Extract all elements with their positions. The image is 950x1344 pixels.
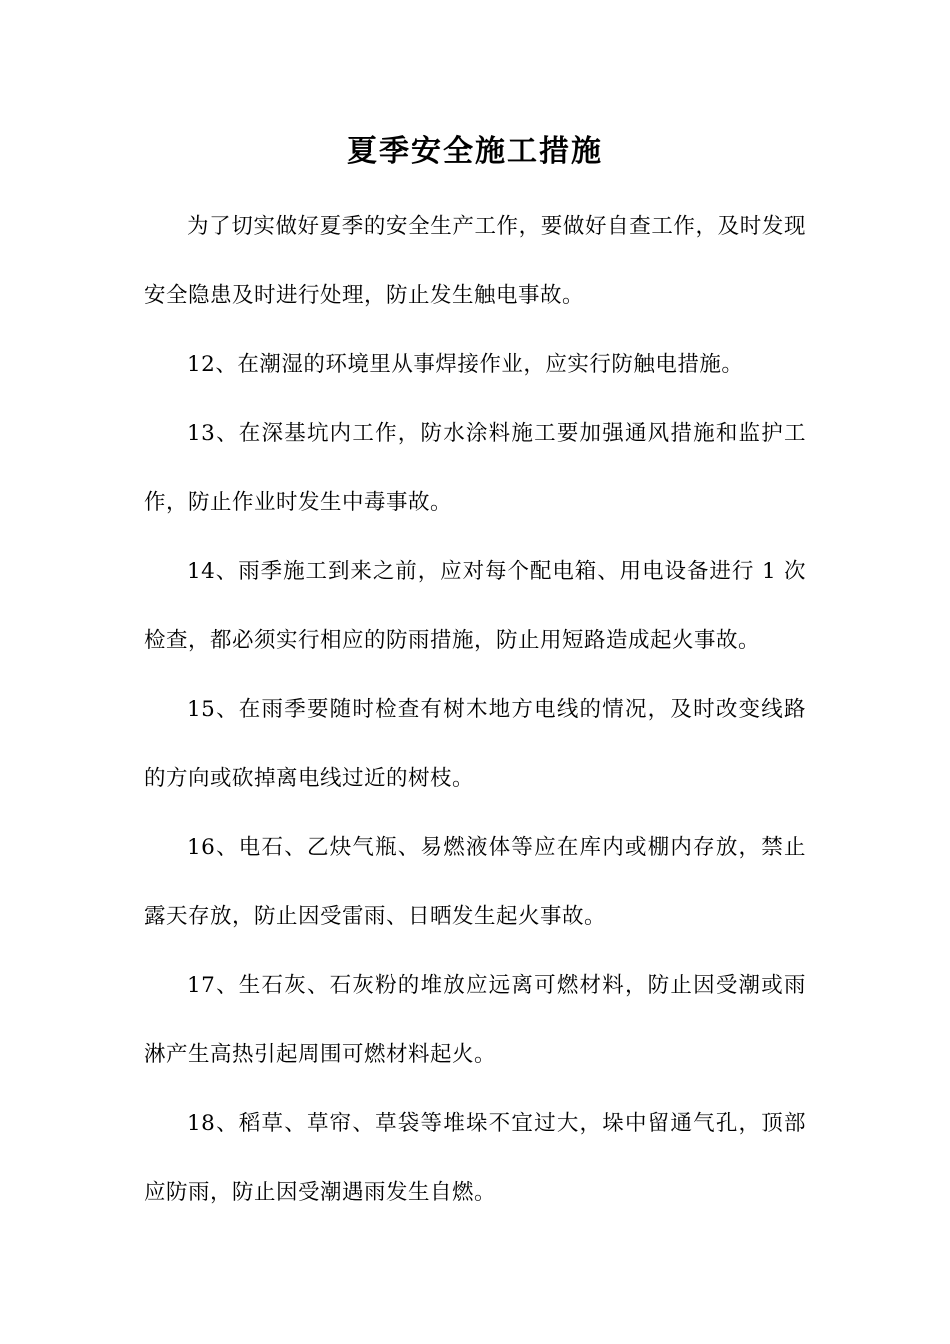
paragraph-item-17: 17、生石灰、石灰粉的堆放应远离可燃材料，防止因受潮或雨淋产生高热引起周围可燃材料起火。	[144, 973, 806, 1067]
paragraph-item-18: 18、稻草、草帘、草袋等堆垛不宜过大，垛中留通气孔，顶部应防雨，防止因受潮遇雨发生自燃。	[144, 1111, 806, 1205]
paragraph-item-16: 16、电石、乙炔气瓶、易燃液体等应在库内或棚内存放，禁止露天存放，防止因受雷雨、日晒发生起火事故。	[144, 835, 806, 929]
document-title: 夏季安全施工措施	[347, 134, 603, 169]
document-body	[144, 192, 806, 1227]
paragraph-item-15: 15、在雨季要随时检查有树木地方电线的情况，及时改变线路的方向或砍掉离电线过近的树枝。	[144, 697, 806, 791]
paragraph-intro: 为了切实做好夏季的安全生产工作，要做好自查工作，及时发现安全隐患及时进行处理，防止发生触电事故。	[144, 214, 806, 308]
paragraph-item-12: 12、在潮湿的环境里从事焊接作业，应实行防触电措施。	[187, 352, 744, 377]
paragraph-item-13: 13、在深基坑内工作，防水涂料施工要加强通风措施和监护工作，防止作业时发生中毒事故。	[144, 421, 806, 515]
paragraph-item-14: 14、雨季施工到来之前，应对每个配电箱、用电设备进行 1 次检查，都必须实行相应的防雨措施，防止用短路造成起火事故。	[144, 559, 806, 653]
